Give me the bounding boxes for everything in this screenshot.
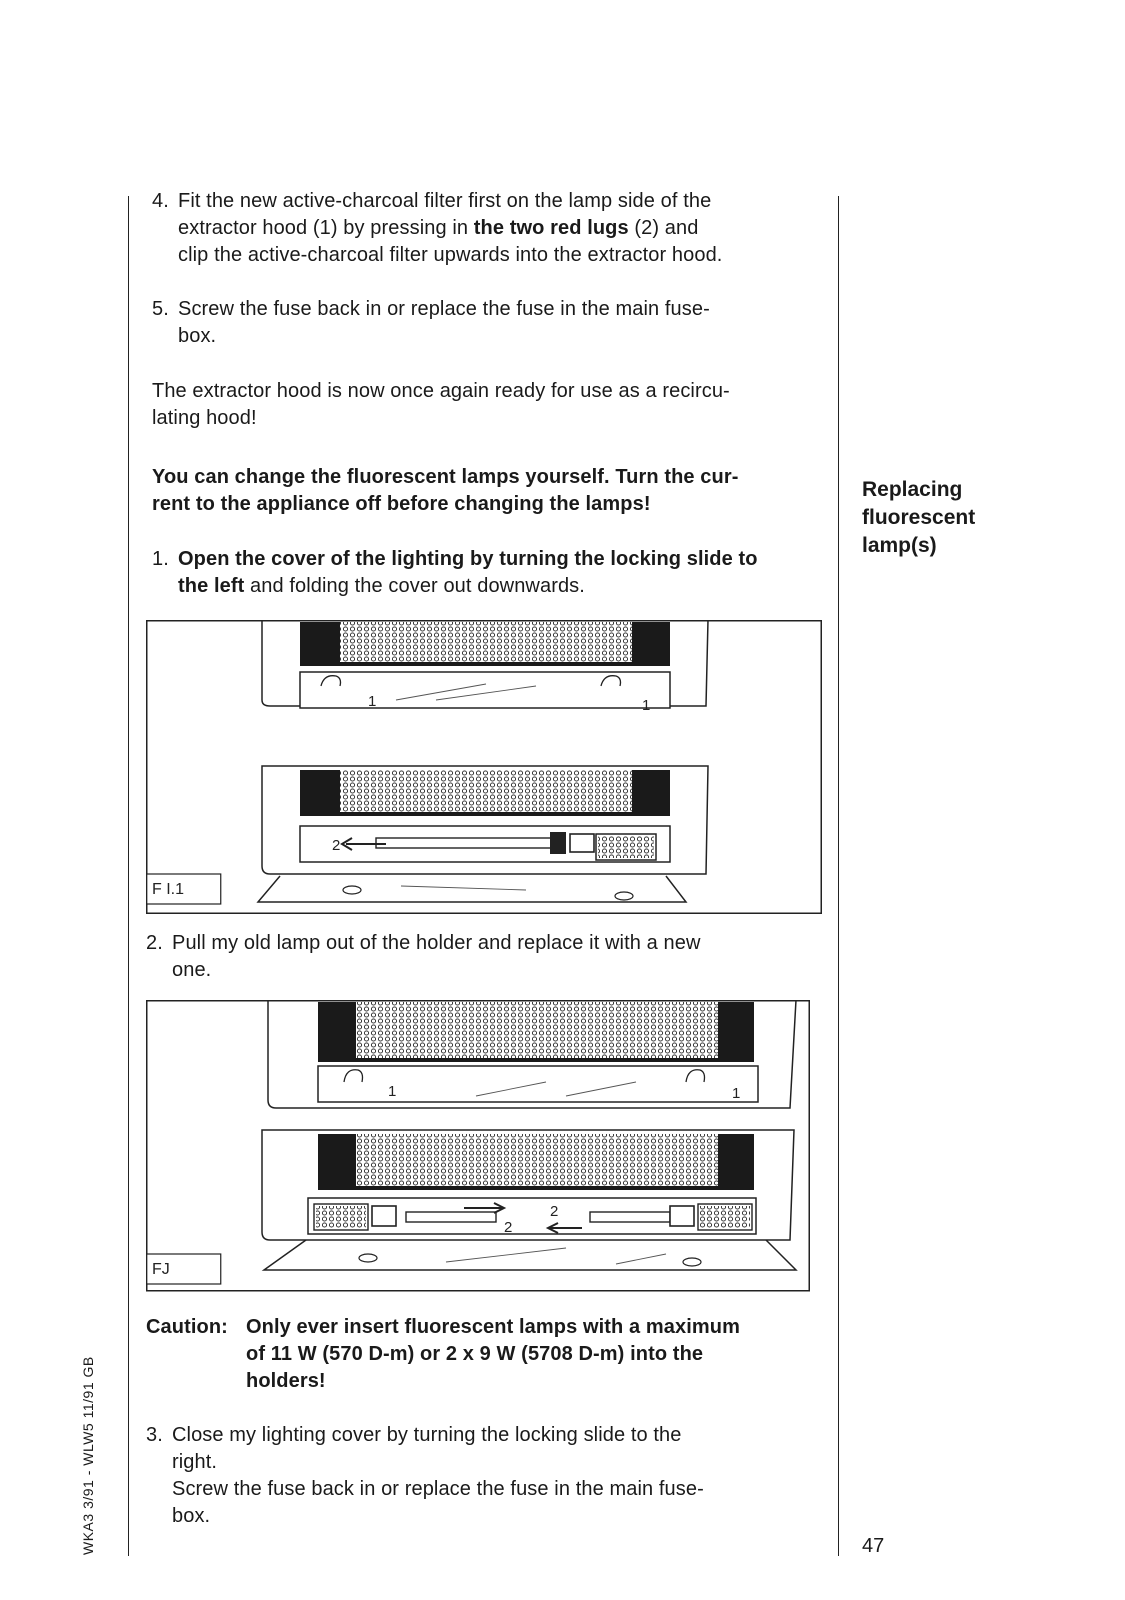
figure-2 bbox=[146, 1000, 810, 1292]
step-1 bbox=[152, 546, 812, 600]
step-4-number: 4. bbox=[152, 190, 169, 212]
step-2-line-1: Pull my old lamp out of the holder and replace it with a new bbox=[172, 932, 701, 954]
figure-2-lower-hood bbox=[262, 1130, 796, 1270]
caution-block bbox=[146, 1314, 826, 1395]
figure-2-label: FJ bbox=[152, 1261, 170, 1278]
caution-label: Caution: bbox=[146, 1316, 228, 1338]
step-1-line-1: Open the cover of the lighting by turning the locking slide to bbox=[178, 548, 758, 570]
step-1-line-2b: and folding the cover out downwards. bbox=[244, 575, 585, 597]
side-heading-line-2: fluorescent bbox=[862, 506, 976, 529]
step-4-red-lugs: the two red lugs bbox=[473, 217, 629, 239]
step-5-line-1: Screw the fuse back in or replace the fuse in the main fuse- bbox=[178, 298, 710, 320]
figure-1-callout-2: 2 bbox=[332, 837, 341, 854]
ready-note bbox=[152, 378, 812, 432]
figure-1-lower-hood bbox=[258, 766, 708, 902]
step-3-line-2: right. bbox=[172, 1451, 218, 1473]
step-5-line-2: box. bbox=[178, 325, 217, 347]
step-4 bbox=[152, 188, 812, 269]
step-3 bbox=[146, 1422, 816, 1530]
figure-2-callout-2b: 2 bbox=[550, 1203, 559, 1220]
step-3-line-1: Close my lighting cover by turning the locking slide to the bbox=[172, 1424, 682, 1446]
step-3-line-4: box. bbox=[172, 1505, 211, 1527]
step-4-line-3: clip the active-charcoal filter upwards into the extractor hood. bbox=[178, 244, 723, 266]
step-2 bbox=[146, 930, 806, 984]
figure-2-callout-1b: 1 bbox=[732, 1085, 741, 1102]
figure-1-label: F I.1 bbox=[152, 881, 185, 898]
page-number: 47 bbox=[862, 1535, 885, 1557]
caution-line-1: Only ever insert fluorescent lamps with a maximum bbox=[246, 1316, 740, 1338]
step-5-number: 5. bbox=[152, 298, 169, 320]
ready-note-line-2: lating hood! bbox=[152, 407, 257, 429]
side-heading-line-3: lamp(s) bbox=[862, 534, 937, 557]
figure-1-upper-hood bbox=[262, 620, 708, 708]
step-2-line-2: one. bbox=[172, 959, 212, 981]
step-1-number: 1. bbox=[152, 548, 169, 570]
figure-2-callout-1a: 1 bbox=[388, 1083, 397, 1100]
figure-1-callout-1b: 1 bbox=[642, 697, 651, 714]
ready-note-line-1: The extractor hood is now once again ready for use as a recircu- bbox=[152, 380, 730, 402]
side-heading bbox=[862, 476, 975, 560]
step-4-line-2a: extractor hood (1) by pressing in bbox=[178, 217, 474, 239]
lamp-warning-line-1: You can change the fluorescent lamps yourself. Turn the cur- bbox=[152, 466, 739, 488]
step-3-line-3: Screw the fuse back in or replace the fuse in the main fuse- bbox=[172, 1478, 704, 1500]
figure-2-callout-2a: 2 bbox=[504, 1219, 513, 1236]
step-1-line-2a: the left bbox=[178, 575, 245, 597]
step-2-number: 2. bbox=[146, 932, 163, 954]
figure-1 bbox=[146, 620, 822, 914]
figure-1-callout-1a: 1 bbox=[368, 693, 377, 710]
left-column-rule bbox=[128, 196, 129, 1556]
step-3-number: 3. bbox=[146, 1424, 163, 1446]
step-5 bbox=[152, 296, 812, 350]
caution-line-2: of 11 W (570 D-m) or 2 x 9 W (5708 D-m) into the bbox=[246, 1343, 704, 1365]
right-column-rule bbox=[838, 196, 839, 1556]
lamp-warning bbox=[152, 464, 812, 518]
figure-2-upper-hood bbox=[268, 1000, 796, 1108]
document-code: WKA3 3/91 - WLW5 11/91 GB bbox=[80, 1356, 96, 1555]
step-4-line-2c: (2) and bbox=[628, 217, 699, 239]
caution-line-3: holders! bbox=[246, 1370, 326, 1392]
side-heading-line-1: Replacing bbox=[862, 478, 963, 501]
lamp-warning-line-2: rent to the appliance off before changing the lamps! bbox=[152, 493, 651, 515]
step-4-line-1: Fit the new active-charcoal filter first on the lamp side of the bbox=[178, 190, 712, 212]
